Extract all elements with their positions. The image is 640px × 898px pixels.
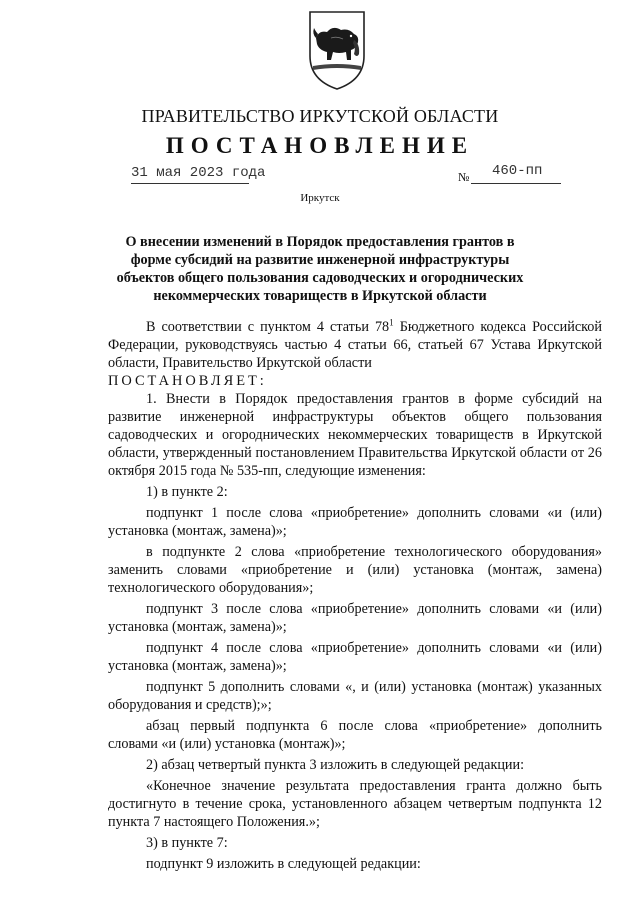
body-paragraph: 1. Внести в Порядок предоставления грантов в форме субсидий на развитие инженерной инфраструктуры объектов общего пользования садоводческих и огороднических некоммерческих товариществ в Иркутской области, утвержденный постановлением Правительства Иркутской области от 26 октября 2015 года № 535-пп, следующие изменения: — [108, 391, 602, 479]
body-paragraph: 3) в пункте 7: — [146, 835, 228, 851]
number-sign: № — [458, 170, 470, 184]
body-paragraph: 1) в пункте 2: — [146, 484, 228, 500]
document-date: 31 мая 2023 года — [131, 165, 266, 181]
body-paragraph: в подпункте 2 слова «приобретение технологического оборудования» заменить словами «приобретение и (или) установка (монтаж, замена) технологического оборудования»; — [108, 544, 602, 596]
document-subject: О внесении изменений в Порядок предоставления грантов в форме субсидий на развитие инженерной инфраструктуры объектов общего пользования садоводческих и огороднических некоммерческих товариществ в Иркутской области — [116, 234, 524, 304]
body-paragraph: подпункт 4 после слова «приобретение» дополнить словами «и (или) установка (монтаж, замена)»; — [108, 640, 602, 674]
government-title: ПРАВИТЕЛЬСТВО ИРКУТСКОЙ ОБЛАСТИ — [141, 106, 499, 126]
body-paragraph: абзац первый подпункта 6 после слова «приобретение» дополнить словами «и (или) установка (монтаж)»; — [108, 718, 602, 752]
preamble-paragraph — [108, 318, 602, 372]
body-paragraph: «Конечное значение результата предоставления гранта должно быть достигнуто в течение срока, установленного абзацем четвертым подпункта 12 пункта 7 настоящего Положения.»; — [108, 778, 602, 830]
body-paragraph: подпункт 5 дополнить словами «, и (или) установка (монтаж) указанных оборудования и средств);»; — [108, 679, 602, 713]
body-paragraph: подпункт 3 после слова «приобретение» дополнить словами «и (или) установка (монтаж, замена)»; — [108, 601, 602, 635]
preamble-superscript: 1 — [389, 317, 394, 328]
document-type-title: ПОСТАНОВЛЕНИЕ — [165, 133, 475, 158]
preamble-text-start: В соответствии с пунктом 4 статьи 78 — [146, 319, 390, 335]
document-city: Иркутск — [300, 192, 340, 204]
body-paragraph: подпункт 1 после слова «приобретение» дополнить словами «и (или) установка (монтаж, замена)»; — [108, 505, 602, 539]
document-number: 460-пп — [492, 163, 543, 179]
date-underline — [131, 183, 249, 184]
document-body — [108, 318, 602, 873]
body-paragraph: подпункт 9 изложить в следующей редакции: — [146, 856, 421, 872]
irkutsk-babr-emblem-icon — [307, 8, 367, 92]
body-paragraph: 2) абзац четвертый пункта 3 изложить в следующей редакции: — [146, 757, 525, 773]
preamble-text-end: Бюджетного кодекса Российской Федерации, руководствуясь частью 4 статьи 66, статьей 67 Устава Иркутской области, Правительство Иркутской области — [108, 319, 602, 371]
number-underline — [471, 183, 561, 184]
decree-word: ПОСТАНОВЛЯЕТ: — [108, 373, 267, 389]
